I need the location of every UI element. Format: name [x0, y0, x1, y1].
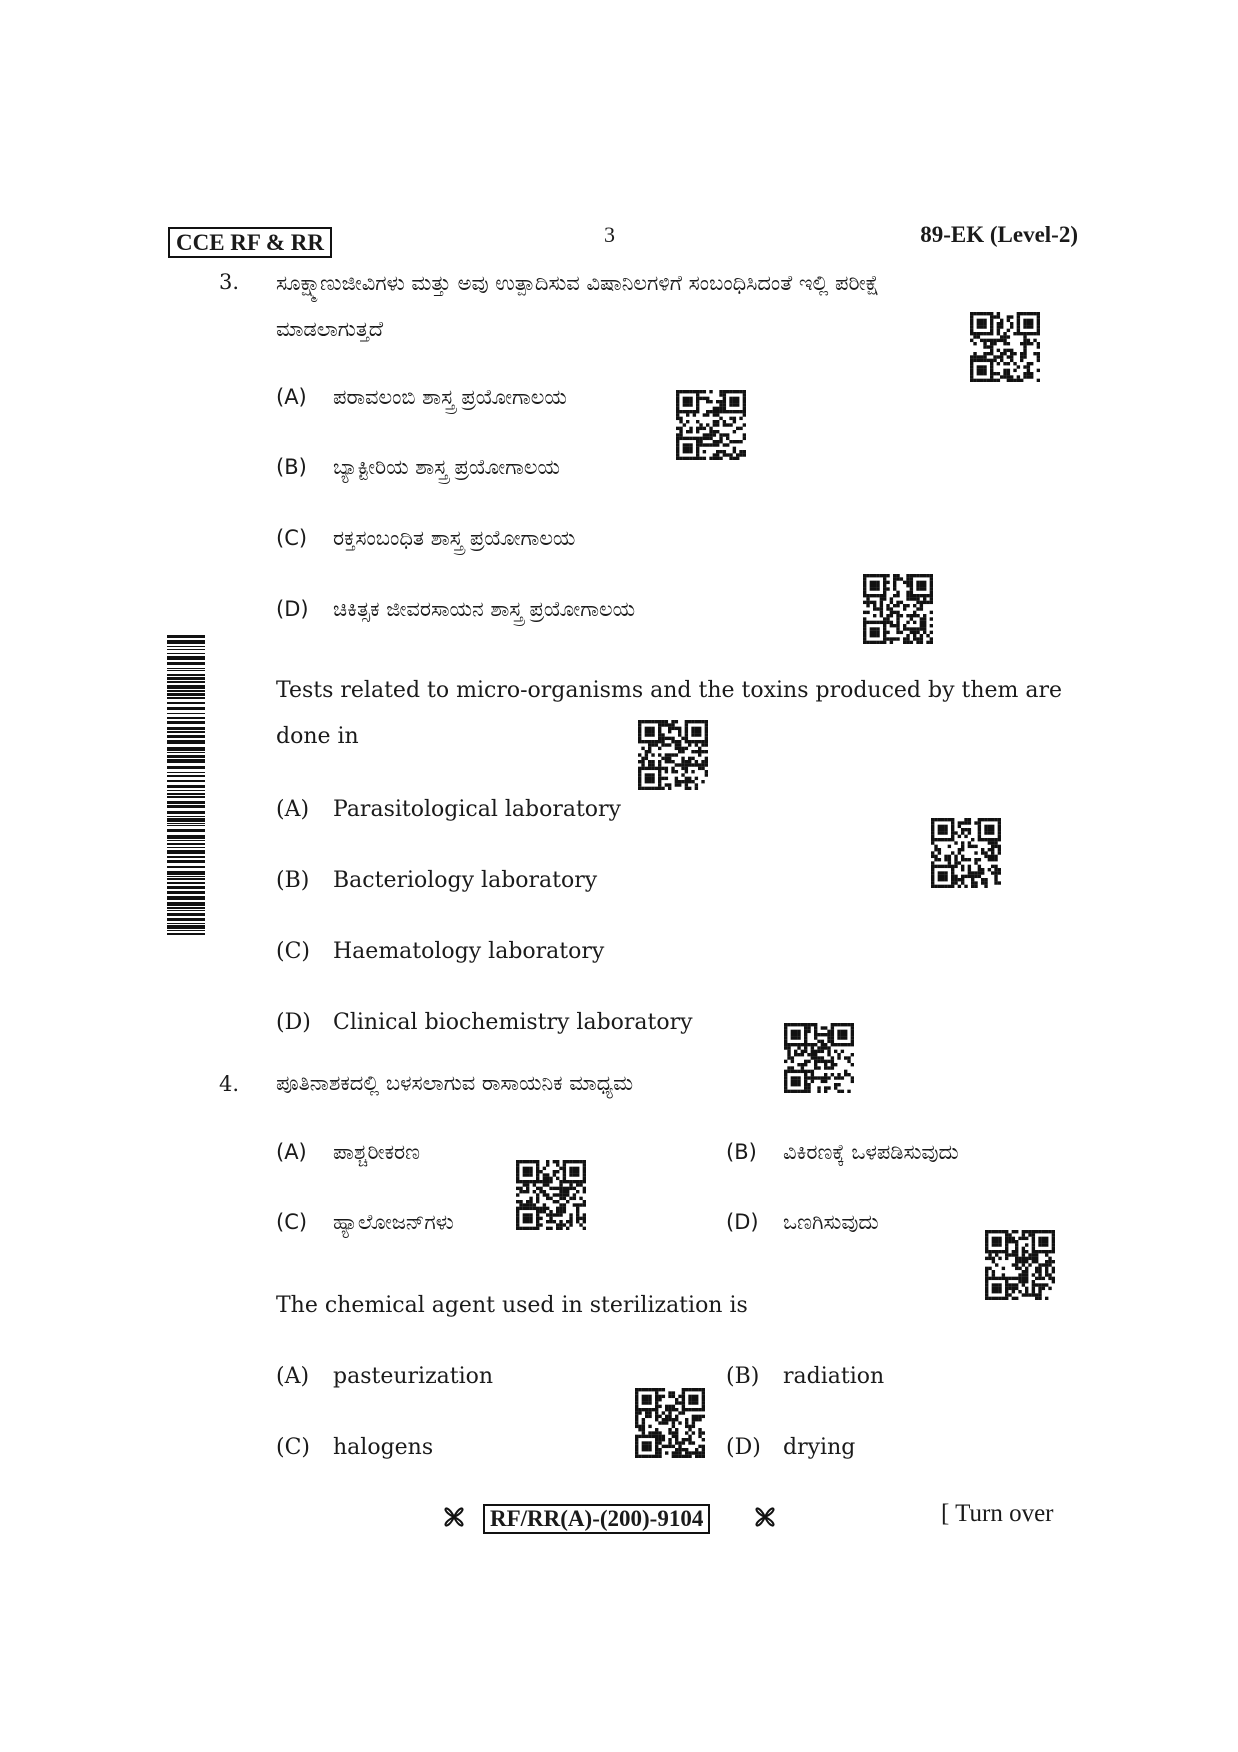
q3-kn-option-a[interactable]	[276, 385, 567, 410]
question-3-kannada-line1: ಸೂಕ್ಷ್ಮಾಣುಜೀವಿಗಳು ಮತ್ತು ಅವು ಉತ್ಪಾದಿಸುವ ವಿಷಾನಿಲಗಳಿಗೆ ಸಂಬಂಧಿಸಿದಂತೆ ಇಲ್ಲಿ ಪರೀಕ್ಷೆ	[276, 271, 880, 295]
question-4-number: 4.	[219, 1072, 240, 1096]
option-text: ಬ್ಯಾಕ್ಟೀರಿಯ ಶಾಸ್ತ್ರ ಪ್ರಯೋಗಾಲಯ	[333, 455, 561, 479]
option-text: ಪರಾವಲಂಬಿ ಶಾಸ್ತ್ರ ಪ್ರಯೋಗಾಲಯ	[333, 385, 567, 409]
option-label: (D)	[276, 1010, 311, 1035]
q3-kn-option-c[interactable]	[276, 526, 575, 551]
q4-en-option-c[interactable]	[276, 1435, 433, 1460]
option-text: ಪಾಶ್ಚರೀಕರಣ	[333, 1140, 421, 1164]
question-3-english-line1: Tests related to micro-organisms and the toxins produced by them are	[276, 678, 1063, 703]
qr-code-icon	[516, 1160, 586, 1230]
barcode-icon	[167, 635, 205, 937]
option-label: (C)	[276, 939, 310, 964]
option-label: (A)	[276, 1364, 310, 1389]
qr-code-icon	[784, 1023, 854, 1093]
option-label: (C)	[276, 1435, 310, 1460]
option-label: (D)	[276, 597, 309, 621]
question-4-kannada: ಪೂತಿನಾಶಕದಲ್ಲಿ ಬಳಸಲಾಗುವ ರಾಸಾಯನಿಕ ಮಾಧ್ಯಮ	[276, 1071, 634, 1095]
option-text: ಚಿಕಿತ್ಸಕ ಜೀವರಸಾಯನ ಶಾಸ್ತ್ರ ಪ್ರಯೋಗಾಲಯ	[333, 597, 636, 621]
question-3-english-line2: done in	[276, 724, 359, 749]
option-label: (D)	[726, 1435, 761, 1460]
option-text: halogens	[333, 1435, 434, 1460]
footer-paper-code: RF/RR(A)-(200)-9104	[483, 1504, 710, 1534]
option-label: (A)	[276, 797, 310, 822]
option-label: (B)	[726, 1140, 757, 1164]
question-3-number: 3.	[219, 270, 240, 294]
qr-code-icon	[638, 720, 708, 790]
question-4-english: The chemical agent used in sterilization is	[276, 1293, 748, 1318]
option-label: (C)	[276, 526, 308, 550]
qr-code-icon	[863, 574, 933, 644]
option-label: (D)	[726, 1210, 759, 1234]
q3-en-option-a[interactable]	[276, 797, 621, 822]
option-label: (B)	[726, 1364, 760, 1389]
header-paper-code: CCE RF & RR	[168, 227, 332, 258]
qr-code-icon	[985, 1230, 1055, 1300]
q4-kn-option-d[interactable]	[726, 1210, 879, 1235]
option-label: (A)	[276, 385, 307, 409]
option-text: ಒಣಗಿಸುವುದು	[783, 1210, 879, 1234]
qr-code-icon	[635, 1388, 705, 1458]
option-text: drying	[783, 1435, 856, 1460]
option-text: Haematology laboratory	[333, 939, 605, 964]
q4-kn-option-c[interactable]	[276, 1210, 454, 1235]
q4-en-option-d[interactable]	[726, 1435, 855, 1460]
option-text: radiation	[783, 1364, 885, 1389]
q4-kn-option-b[interactable]	[726, 1140, 959, 1165]
option-text: Parasitological laboratory	[333, 797, 621, 822]
option-text: ಹ್ಯಾಲೋಜನ್‌ಗಳು	[333, 1210, 454, 1234]
q4-en-option-b[interactable]	[726, 1364, 884, 1389]
q3-en-option-b[interactable]	[276, 868, 597, 893]
question-3-kannada-line2: ಮಾಡಲಾಗುತ್ತದೆ	[276, 317, 384, 341]
option-text: ರಕ್ತಸಂಬಂಧಿತ ಶಾಸ್ತ್ರ ಪ್ರಯೋಗಾಲಯ	[333, 526, 576, 550]
qr-code-icon	[970, 312, 1040, 382]
q3-en-option-d[interactable]	[276, 1010, 693, 1035]
flower-ornament-icon	[437, 1500, 471, 1534]
turn-over-note: [ Turn over	[941, 1500, 1054, 1527]
qr-code-icon	[676, 390, 746, 460]
page-number: 3	[604, 222, 615, 247]
header-subject-code: 89-EK (Level-2)	[920, 222, 1078, 247]
option-text: Bacteriology laboratory	[333, 868, 598, 893]
option-label: (C)	[276, 1210, 308, 1234]
option-label: (B)	[276, 455, 307, 479]
q3-kn-option-b[interactable]	[276, 455, 560, 480]
flower-ornament-icon	[748, 1500, 782, 1534]
q3-en-option-c[interactable]	[276, 939, 604, 964]
qr-code-icon	[931, 818, 1001, 888]
option-text: ವಿಕಿರಣಕ್ಕೆ ಒಳಪಡಿಸುವುದು	[783, 1140, 959, 1164]
q4-en-option-a[interactable]	[276, 1364, 493, 1389]
option-label: (B)	[276, 868, 310, 893]
option-label: (A)	[276, 1140, 307, 1164]
q3-kn-option-d[interactable]	[276, 597, 635, 622]
q4-kn-option-a[interactable]	[276, 1140, 420, 1165]
option-text: pasteurization	[333, 1364, 494, 1389]
option-text: Clinical biochemistry laboratory	[333, 1010, 693, 1035]
